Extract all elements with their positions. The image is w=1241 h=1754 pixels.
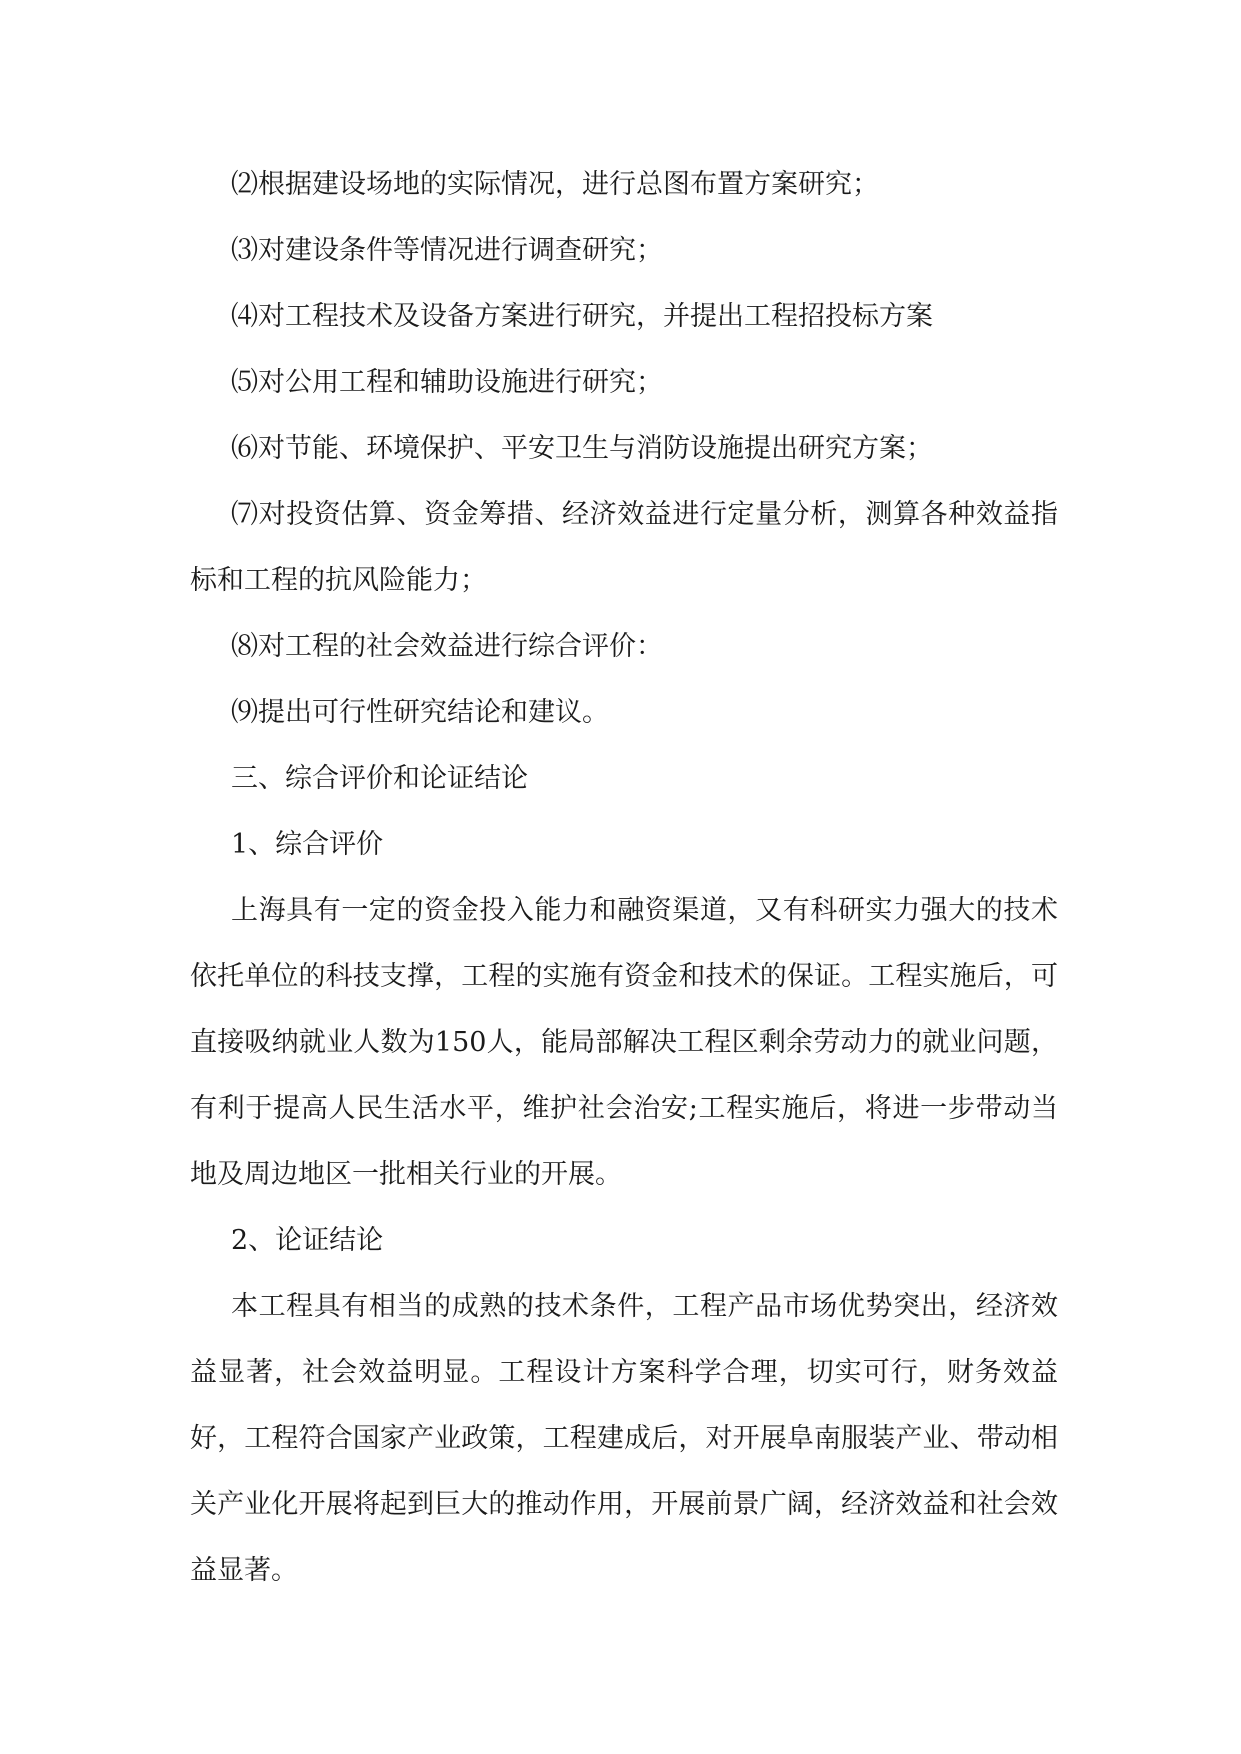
- list-item-8: ⑻对工程的社会效益进行综合评价：: [231, 631, 663, 662]
- section-heading: 三、综合评价和论证结论: [231, 763, 528, 794]
- body-text: [190, 152, 1058, 1604]
- list-item-2: ⑵根据建设场地的实际情况，进行总图布置方案研究；: [231, 169, 879, 200]
- subsection-heading-evaluation: 1、综合评价: [231, 829, 384, 860]
- paragraph-conclusion: 本工程具有相当的成熟的技术条件，工程产品市场优势突出，经济效益显著，社会效益明显。工程设计方案科学合理，切实可行，财务效益好，工程符合国家产业政策，工程建成后，对开展阜南服装产业、带动相关产业化开展将起到巨大的推动作用，开展前景广阔，经济效益和社会效益显著。: [190, 1291, 1058, 1586]
- list-item-7: ⑺对投资估算、资金筹措、经济效益进行定量分析，测算各种效益指标和工程的抗风险能力；: [190, 499, 1058, 596]
- subsection-heading-conclusion: 2、论证结论: [231, 1225, 384, 1256]
- list-item-4: ⑷对工程技术及设备方案进行研究，并提出工程招投标方案: [231, 301, 933, 332]
- paragraph-evaluation: 上海具有一定的资金投入能力和融资渠道，又有科研实力强大的技术依托单位的科技支撑，工程的实施有资金和技术的保证。工程实施后，可直接吸纳就业人数为150人，能局部解决工程区剩余劳动力的就业问题，有利于提高人民生活水平，维护社会治安;工程实施后，将进一步带动当地及周边地区一批相关行业的开展。: [190, 895, 1058, 1190]
- list-item-3: ⑶对建设条件等情况进行调查研究；: [231, 235, 663, 266]
- list-item-5: ⑸对公用工程和辅助设施进行研究；: [231, 367, 663, 398]
- list-item-9: ⑼提出可行性研究结论和建议。: [231, 697, 609, 728]
- list-item-6: ⑹对节能、环境保护、平安卫生与消防设施提出研究方案；: [231, 433, 933, 464]
